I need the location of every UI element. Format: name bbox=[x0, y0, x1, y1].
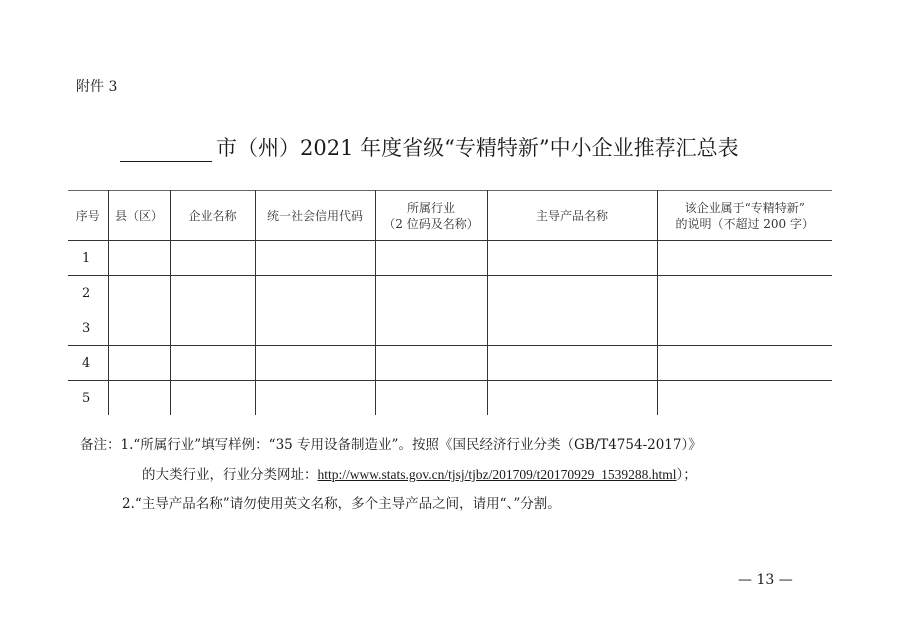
title-text: 市（州）2021 年度省级“专精特新”中小企业推荐汇总表 bbox=[216, 136, 739, 160]
cell-county[interactable] bbox=[108, 311, 170, 346]
recommendation-table bbox=[68, 190, 832, 415]
cell-county[interactable] bbox=[108, 241, 170, 276]
cell-county[interactable] bbox=[108, 276, 170, 311]
cell-credit-code[interactable] bbox=[255, 276, 375, 311]
cell-county[interactable] bbox=[108, 381, 170, 416]
cell-company[interactable] bbox=[170, 381, 255, 416]
cell-seq: 1 bbox=[68, 241, 108, 276]
cell-description[interactable] bbox=[657, 241, 832, 276]
cell-company[interactable] bbox=[170, 346, 255, 381]
document-title bbox=[120, 132, 739, 162]
header-industry-line: 所属行业 bbox=[406, 200, 455, 215]
cell-seq: 4 bbox=[68, 346, 108, 381]
header-county-line: 县（区） bbox=[114, 208, 163, 223]
header-industry bbox=[375, 191, 487, 241]
cell-credit-code[interactable] bbox=[255, 381, 375, 416]
cell-description[interactable] bbox=[657, 311, 832, 346]
attachment-label: 附件 3 bbox=[76, 79, 118, 95]
city-blank-underline bbox=[120, 139, 212, 162]
table-row bbox=[68, 346, 832, 381]
note-1: 备注：1.“所属行业”填写样例：“35 专用设备制造业”。按照《国民经济行业分类（GB/T4754-2017）》 bbox=[80, 437, 702, 453]
table-row bbox=[68, 241, 832, 276]
cell-product[interactable] bbox=[487, 311, 657, 346]
cell-product[interactable] bbox=[487, 241, 657, 276]
header-product-line: 主导产品名称 bbox=[535, 208, 608, 223]
header-seq bbox=[68, 191, 108, 241]
cell-seq: 3 bbox=[68, 311, 108, 346]
header-description-line: 的说明（不超过 200 字） bbox=[675, 216, 815, 231]
cell-credit-code[interactable] bbox=[255, 346, 375, 381]
table-header-row bbox=[68, 191, 832, 241]
note-1-continued bbox=[80, 460, 840, 490]
header-industry-line: （2 位码及名称） bbox=[383, 216, 479, 231]
header-company-line: 企业名称 bbox=[188, 208, 237, 223]
cell-county[interactable] bbox=[108, 346, 170, 381]
table-row bbox=[68, 381, 832, 416]
header-county bbox=[108, 191, 170, 241]
cell-industry[interactable] bbox=[375, 311, 487, 346]
header-company bbox=[170, 191, 255, 241]
cell-description[interactable] bbox=[657, 276, 832, 311]
cell-description[interactable] bbox=[657, 381, 832, 416]
header-seq-line: 序号 bbox=[75, 208, 100, 223]
cell-product[interactable] bbox=[487, 346, 657, 381]
note-2: 2.“主导产品名称”请勿使用英文名称，多个主导产品之间，请用“、”分割。 bbox=[122, 496, 561, 512]
cell-industry[interactable] bbox=[375, 241, 487, 276]
header-description bbox=[657, 191, 832, 241]
note-1-suffix: ）； bbox=[676, 467, 697, 483]
header-description-line: 该企业属于“专精特新” bbox=[684, 200, 805, 215]
cell-company[interactable] bbox=[170, 311, 255, 346]
cell-credit-code[interactable] bbox=[255, 311, 375, 346]
industry-classification-link[interactable]: http://www.stats.gov.cn/tjsj/tjbz/201709/t20170929_1539288.html bbox=[317, 467, 677, 482]
cell-company[interactable] bbox=[170, 276, 255, 311]
cell-credit-code[interactable] bbox=[255, 241, 375, 276]
notes-section bbox=[80, 431, 840, 519]
cell-industry[interactable] bbox=[375, 381, 487, 416]
table-row bbox=[68, 276, 832, 311]
cell-industry[interactable] bbox=[375, 346, 487, 381]
header-product bbox=[487, 191, 657, 241]
cell-product[interactable] bbox=[487, 276, 657, 311]
cell-seq: 5 bbox=[68, 381, 108, 416]
cell-description[interactable] bbox=[657, 346, 832, 381]
note-1-prefix: 的大类行业，行业分类网址： bbox=[142, 467, 318, 483]
header-credit-code bbox=[255, 191, 375, 241]
cell-product[interactable] bbox=[487, 381, 657, 416]
cell-seq: 2 bbox=[68, 276, 108, 311]
cell-industry[interactable] bbox=[375, 276, 487, 311]
page-number: — 13 — bbox=[738, 572, 793, 588]
header-credit_code-line: 统一社会信用代码 bbox=[266, 208, 363, 223]
table-row bbox=[68, 311, 832, 346]
cell-company[interactable] bbox=[170, 241, 255, 276]
